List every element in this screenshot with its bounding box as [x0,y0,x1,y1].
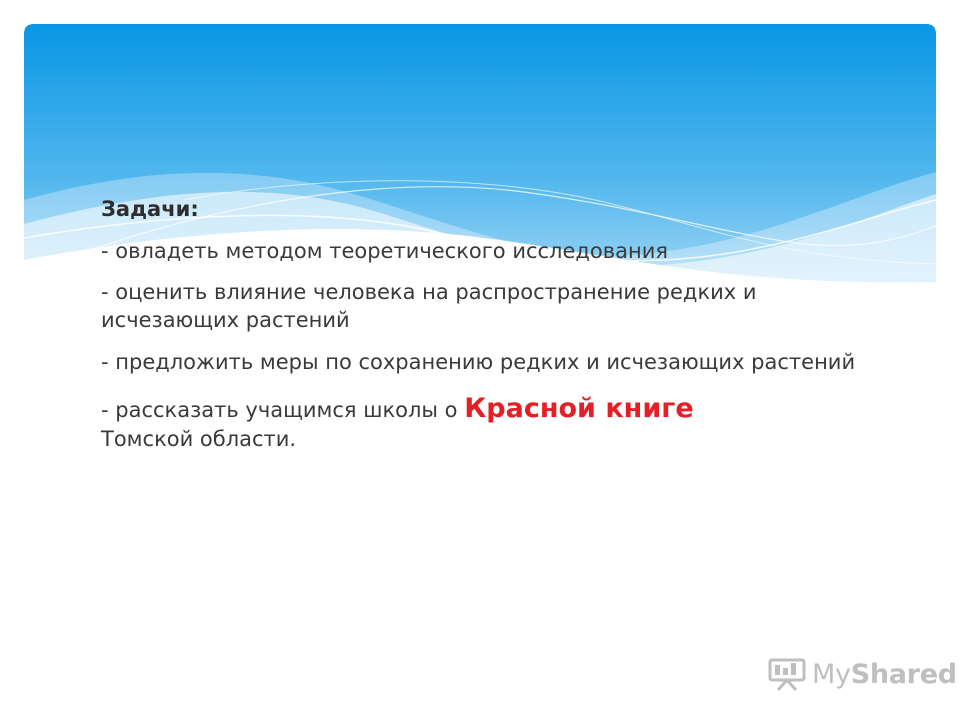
task-bullet-red-book [101,391,861,454]
bullet-prefix: - рассказать учащимся школы о [101,397,465,422]
red-book-highlight: Красной книге [464,392,694,424]
task-bullet: - предложить меры по сохранению редких и исчезающих растений [101,349,856,374]
task-bullet: - оценить влияние человека на распространение редких и исчезающих растений [101,280,757,333]
slide-title: Задачи: [101,197,199,221]
watermark-prefix: My [812,658,851,690]
task-list [101,196,861,468]
presentation-board-icon [768,657,806,691]
watermark-label [812,659,957,690]
watermark-suffix: Shared [850,658,957,690]
task-bullet: - овладеть методом теоретического исследования [101,238,669,263]
myshared-watermark [768,654,957,694]
bullet-suffix: Томской области. [101,427,297,452]
